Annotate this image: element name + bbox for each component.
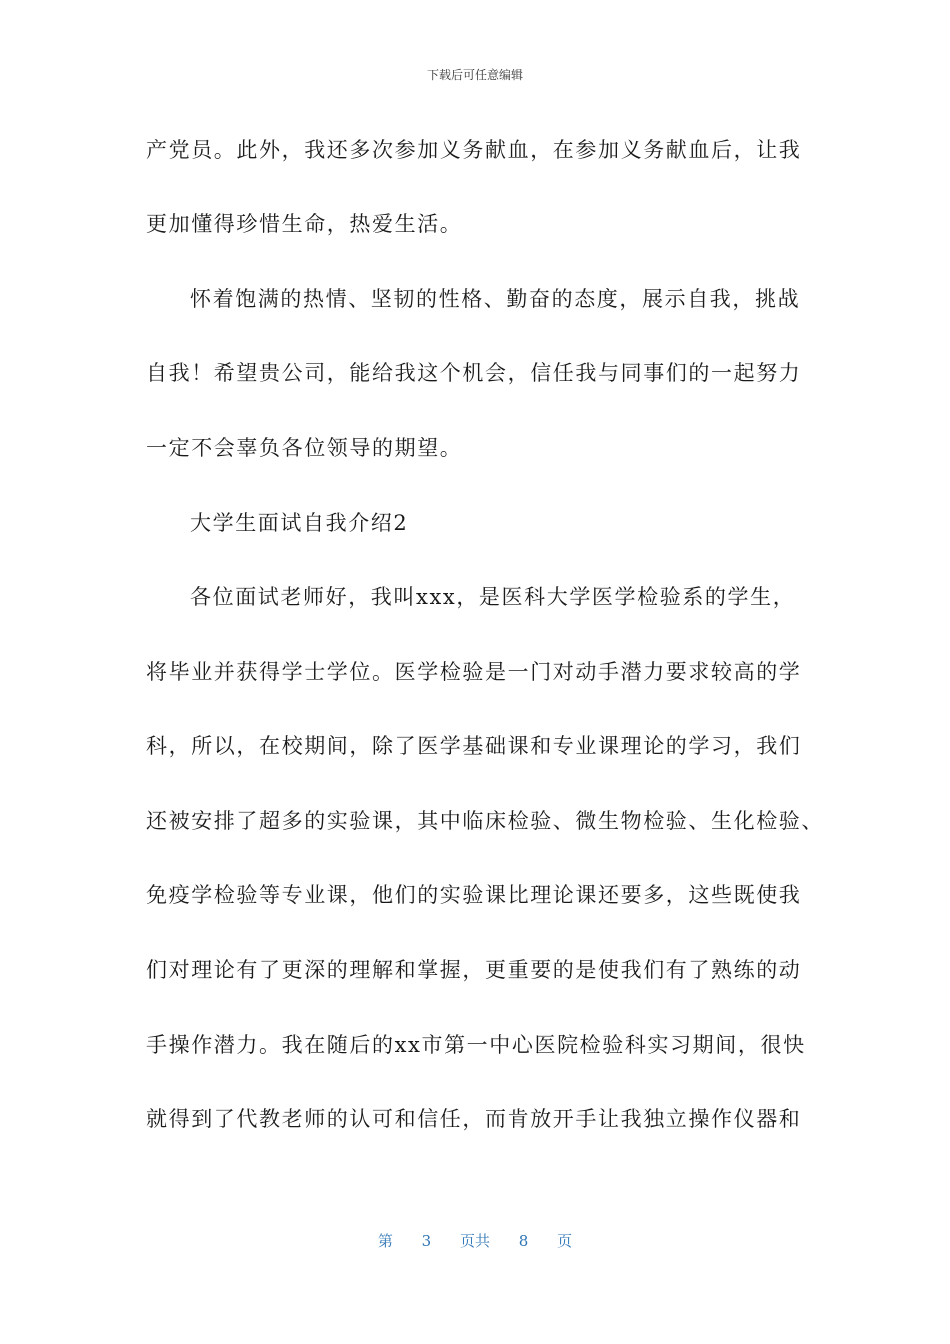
body-line: 就得到了代教老师的认可和信任，而肯放开手让我独立操作仪器和 [146, 1107, 802, 1131]
body-line: 免疫学检验等专业课，他们的实验课比理论课还要多，这些既使我 [146, 883, 802, 907]
body-line: 手操作潜力。我在随后的xx市第一中心医院检验科实习期间，很快 [146, 1033, 806, 1057]
body-line: 各位面试老师好，我叫xxx，是医科大学医学检验系的学生， [190, 585, 796, 609]
body-line: 将毕业并获得学士学位。医学检验是一门对动手潜力要求较高的学 [146, 660, 802, 684]
body-line: 自我！希望贵公司，能给我这个机会，信任我与同事们的一起努力 [146, 361, 802, 385]
body-line: 一定不会辜负各位领导的期望。 [146, 436, 463, 460]
section-heading: 大学生面试自我介绍2 [190, 511, 409, 535]
page-header: 下载后可任意编辑 [426, 68, 523, 82]
body-line: 科，所以，在校期间，除了医学基础课和专业课理论的学习，我们 [146, 734, 802, 758]
current-page-number: 3 [421, 1232, 432, 1250]
page-footer [0, 1230, 950, 1251]
body-line: 还被安排了超多的实验课，其中临床检验、微生物检验、生化检验、 [146, 809, 824, 833]
body-line: 怀着饱满的热情、坚韧的性格、勤奋的态度，展示自我，挑战 [190, 287, 801, 311]
footer-middle: 页共 [459, 1232, 490, 1250]
body-line: 们对理论有了更深的理解和掌握，更重要的是使我们有了熟练的动 [146, 958, 802, 982]
total-page-count: 8 [518, 1232, 529, 1250]
body-line: 更加懂得珍惜生命，热爱生活。 [146, 212, 463, 236]
footer-suffix: 页 [557, 1232, 573, 1250]
body-line: 产党员。此外，我还多次参加义务献血，在参加义务献血后，让我 [146, 138, 802, 162]
footer-prefix: 第 [377, 1232, 393, 1250]
